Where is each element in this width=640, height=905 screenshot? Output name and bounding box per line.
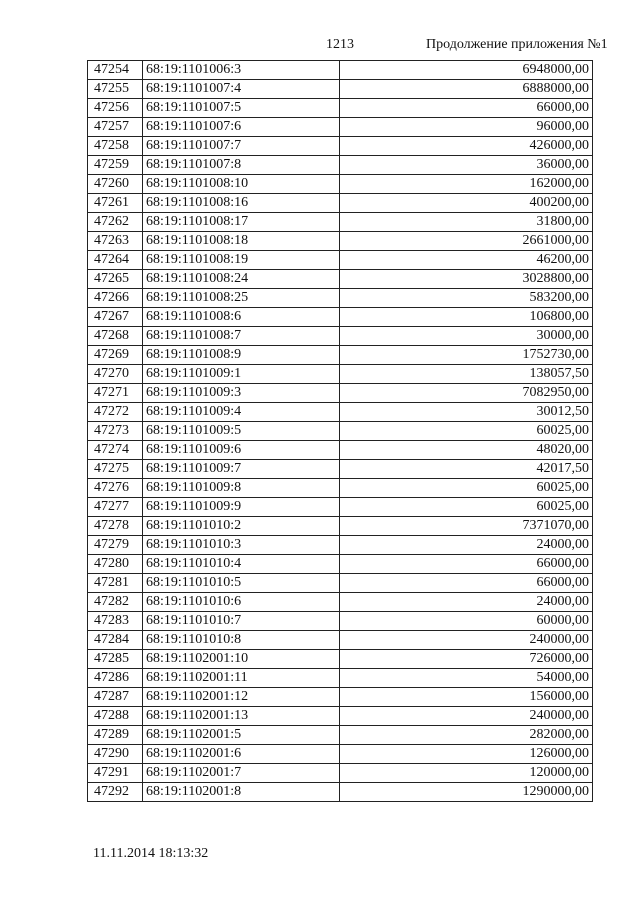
row-number: 47291	[88, 764, 143, 783]
cadastral-value: 60025,00	[340, 422, 593, 441]
cadastral-value: 240000,00	[340, 707, 593, 726]
cadastral-number: 68:19:1102001:8	[143, 783, 340, 802]
table-row	[88, 80, 593, 99]
cadastral-number: 68:19:1101007:4	[143, 80, 340, 99]
row-number: 47283	[88, 612, 143, 631]
cadastral-value: 24000,00	[340, 593, 593, 612]
row-number: 47275	[88, 460, 143, 479]
cadastral-value: 48020,00	[340, 441, 593, 460]
row-number: 47264	[88, 251, 143, 270]
table-row	[88, 289, 593, 308]
row-number: 47261	[88, 194, 143, 213]
row-number: 47257	[88, 118, 143, 137]
cadastral-value: 138057,50	[340, 365, 593, 384]
table-row	[88, 479, 593, 498]
row-number: 47258	[88, 137, 143, 156]
row-number: 47285	[88, 650, 143, 669]
table-row	[88, 574, 593, 593]
cadastral-value: 1290000,00	[340, 783, 593, 802]
row-number: 47267	[88, 308, 143, 327]
cadastral-value: 240000,00	[340, 631, 593, 650]
cadastral-number: 68:19:1101007:8	[143, 156, 340, 175]
table-row	[88, 384, 593, 403]
table-row	[88, 270, 593, 289]
cadastral-value: 60025,00	[340, 498, 593, 517]
cadastral-value: 36000,00	[340, 156, 593, 175]
cadastral-number: 68:19:1101010:6	[143, 593, 340, 612]
cadastral-number: 68:19:1101008:7	[143, 327, 340, 346]
table-row	[88, 346, 593, 365]
row-number: 47272	[88, 403, 143, 422]
cadastral-number: 68:19:1102001:7	[143, 764, 340, 783]
cadastral-number: 68:19:1101010:5	[143, 574, 340, 593]
cadastral-value: 156000,00	[340, 688, 593, 707]
table-row	[88, 99, 593, 118]
cadastral-number: 68:19:1101007:5	[143, 99, 340, 118]
cadastral-value: 7371070,00	[340, 517, 593, 536]
cadastral-number: 68:19:1101009:5	[143, 422, 340, 441]
cadastral-number: 68:19:1102001:5	[143, 726, 340, 745]
table-row	[88, 783, 593, 802]
row-number: 47274	[88, 441, 143, 460]
row-number: 47288	[88, 707, 143, 726]
cadastral-value-table	[87, 60, 593, 802]
cadastral-value: 31800,00	[340, 213, 593, 232]
cadastral-value: 120000,00	[340, 764, 593, 783]
cadastral-value: 282000,00	[340, 726, 593, 745]
row-number: 47268	[88, 327, 143, 346]
row-number: 47290	[88, 745, 143, 764]
table-row	[88, 460, 593, 479]
cadastral-number: 68:19:1101007:7	[143, 137, 340, 156]
row-number: 47266	[88, 289, 143, 308]
cadastral-value: 60000,00	[340, 612, 593, 631]
row-number: 47255	[88, 80, 143, 99]
table-row	[88, 232, 593, 251]
cadastral-value: 3028800,00	[340, 270, 593, 289]
cadastral-number: 68:19:1101010:7	[143, 612, 340, 631]
cadastral-number: 68:19:1101009:6	[143, 441, 340, 460]
print-timestamp: 11.11.2014 18:13:32	[93, 846, 209, 861]
table-row	[88, 137, 593, 156]
cadastral-number: 68:19:1101008:9	[143, 346, 340, 365]
table-row	[88, 536, 593, 555]
table-row	[88, 156, 593, 175]
row-number: 47259	[88, 156, 143, 175]
cadastral-number: 68:19:1101010:4	[143, 555, 340, 574]
cadastral-value: 6948000,00	[340, 61, 593, 80]
cadastral-number: 68:19:1101009:8	[143, 479, 340, 498]
cadastral-number: 68:19:1102001:6	[143, 745, 340, 764]
row-number: 47263	[88, 232, 143, 251]
cadastral-value: 7082950,00	[340, 384, 593, 403]
cadastral-value: 60025,00	[340, 479, 593, 498]
table-row	[88, 688, 593, 707]
table-body	[88, 61, 593, 802]
cadastral-value: 1752730,00	[340, 346, 593, 365]
row-number: 47287	[88, 688, 143, 707]
cadastral-number: 68:19:1101009:3	[143, 384, 340, 403]
cadastral-value: 30012,50	[340, 403, 593, 422]
cadastral-value: 24000,00	[340, 536, 593, 555]
table-row	[88, 726, 593, 745]
row-number: 47256	[88, 99, 143, 118]
row-number: 47286	[88, 669, 143, 688]
cadastral-value: 2661000,00	[340, 232, 593, 251]
cadastral-number: 68:19:1101008:10	[143, 175, 340, 194]
table-row	[88, 118, 593, 137]
cadastral-number: 68:19:1101010:8	[143, 631, 340, 650]
row-number: 47277	[88, 498, 143, 517]
cadastral-value: 30000,00	[340, 327, 593, 346]
cadastral-number: 68:19:1102001:11	[143, 669, 340, 688]
row-number: 47262	[88, 213, 143, 232]
cadastral-number: 68:19:1102001:12	[143, 688, 340, 707]
table-row	[88, 764, 593, 783]
table-row	[88, 745, 593, 764]
table-row	[88, 175, 593, 194]
cadastral-value: 162000,00	[340, 175, 593, 194]
cadastral-number: 68:19:1102001:10	[143, 650, 340, 669]
cadastral-number: 68:19:1101010:2	[143, 517, 340, 536]
page-number: 1213	[326, 37, 354, 52]
cadastral-value: 96000,00	[340, 118, 593, 137]
cadastral-value: 66000,00	[340, 555, 593, 574]
cadastral-number: 68:19:1101008:18	[143, 232, 340, 251]
cadastral-value: 126000,00	[340, 745, 593, 764]
table-row	[88, 612, 593, 631]
cadastral-number: 68:19:1102001:13	[143, 707, 340, 726]
cadastral-number: 68:19:1101009:1	[143, 365, 340, 384]
cadastral-value: 42017,50	[340, 460, 593, 479]
cadastral-value: 106800,00	[340, 308, 593, 327]
row-number: 47278	[88, 517, 143, 536]
cadastral-value: 54000,00	[340, 669, 593, 688]
table-row	[88, 61, 593, 80]
row-number: 47281	[88, 574, 143, 593]
cadastral-value: 400200,00	[340, 194, 593, 213]
table-row	[88, 669, 593, 688]
row-number: 47289	[88, 726, 143, 745]
row-number: 47260	[88, 175, 143, 194]
table-row	[88, 498, 593, 517]
table-row	[88, 194, 593, 213]
table-row	[88, 251, 593, 270]
table-row	[88, 650, 593, 669]
cadastral-value: 583200,00	[340, 289, 593, 308]
cadastral-value: 726000,00	[340, 650, 593, 669]
row-number: 47273	[88, 422, 143, 441]
table-row	[88, 327, 593, 346]
row-number: 47292	[88, 783, 143, 802]
row-number: 47269	[88, 346, 143, 365]
table-row	[88, 441, 593, 460]
cadastral-number: 68:19:1101009:9	[143, 498, 340, 517]
continuation-title: Продолжение приложения №1	[426, 37, 608, 52]
cadastral-number: 68:19:1101008:24	[143, 270, 340, 289]
cadastral-number: 68:19:1101008:25	[143, 289, 340, 308]
row-number: 47284	[88, 631, 143, 650]
cadastral-number: 68:19:1101008:6	[143, 308, 340, 327]
cadastral-number: 68:19:1101009:7	[143, 460, 340, 479]
row-number: 47280	[88, 555, 143, 574]
cadastral-value: 426000,00	[340, 137, 593, 156]
row-number: 47276	[88, 479, 143, 498]
cadastral-number: 68:19:1101010:3	[143, 536, 340, 555]
row-number: 47279	[88, 536, 143, 555]
cadastral-value: 66000,00	[340, 99, 593, 118]
cadastral-number: 68:19:1101006:3	[143, 61, 340, 80]
row-number: 47265	[88, 270, 143, 289]
cadastral-value: 46200,00	[340, 251, 593, 270]
table-row	[88, 213, 593, 232]
cadastral-number: 68:19:1101008:16	[143, 194, 340, 213]
table-row	[88, 555, 593, 574]
row-number: 47254	[88, 61, 143, 80]
table-row	[88, 308, 593, 327]
row-number: 47271	[88, 384, 143, 403]
cadastral-number: 68:19:1101008:17	[143, 213, 340, 232]
table-row	[88, 365, 593, 384]
table-row	[88, 517, 593, 536]
cadastral-value: 66000,00	[340, 574, 593, 593]
table-row	[88, 707, 593, 726]
table-row	[88, 422, 593, 441]
cadastral-number: 68:19:1101007:6	[143, 118, 340, 137]
row-number: 47282	[88, 593, 143, 612]
table-row	[88, 631, 593, 650]
cadastral-number: 68:19:1101008:19	[143, 251, 340, 270]
cadastral-value: 6888000,00	[340, 80, 593, 99]
cadastral-number: 68:19:1101009:4	[143, 403, 340, 422]
table-row	[88, 403, 593, 422]
table-row	[88, 593, 593, 612]
row-number: 47270	[88, 365, 143, 384]
